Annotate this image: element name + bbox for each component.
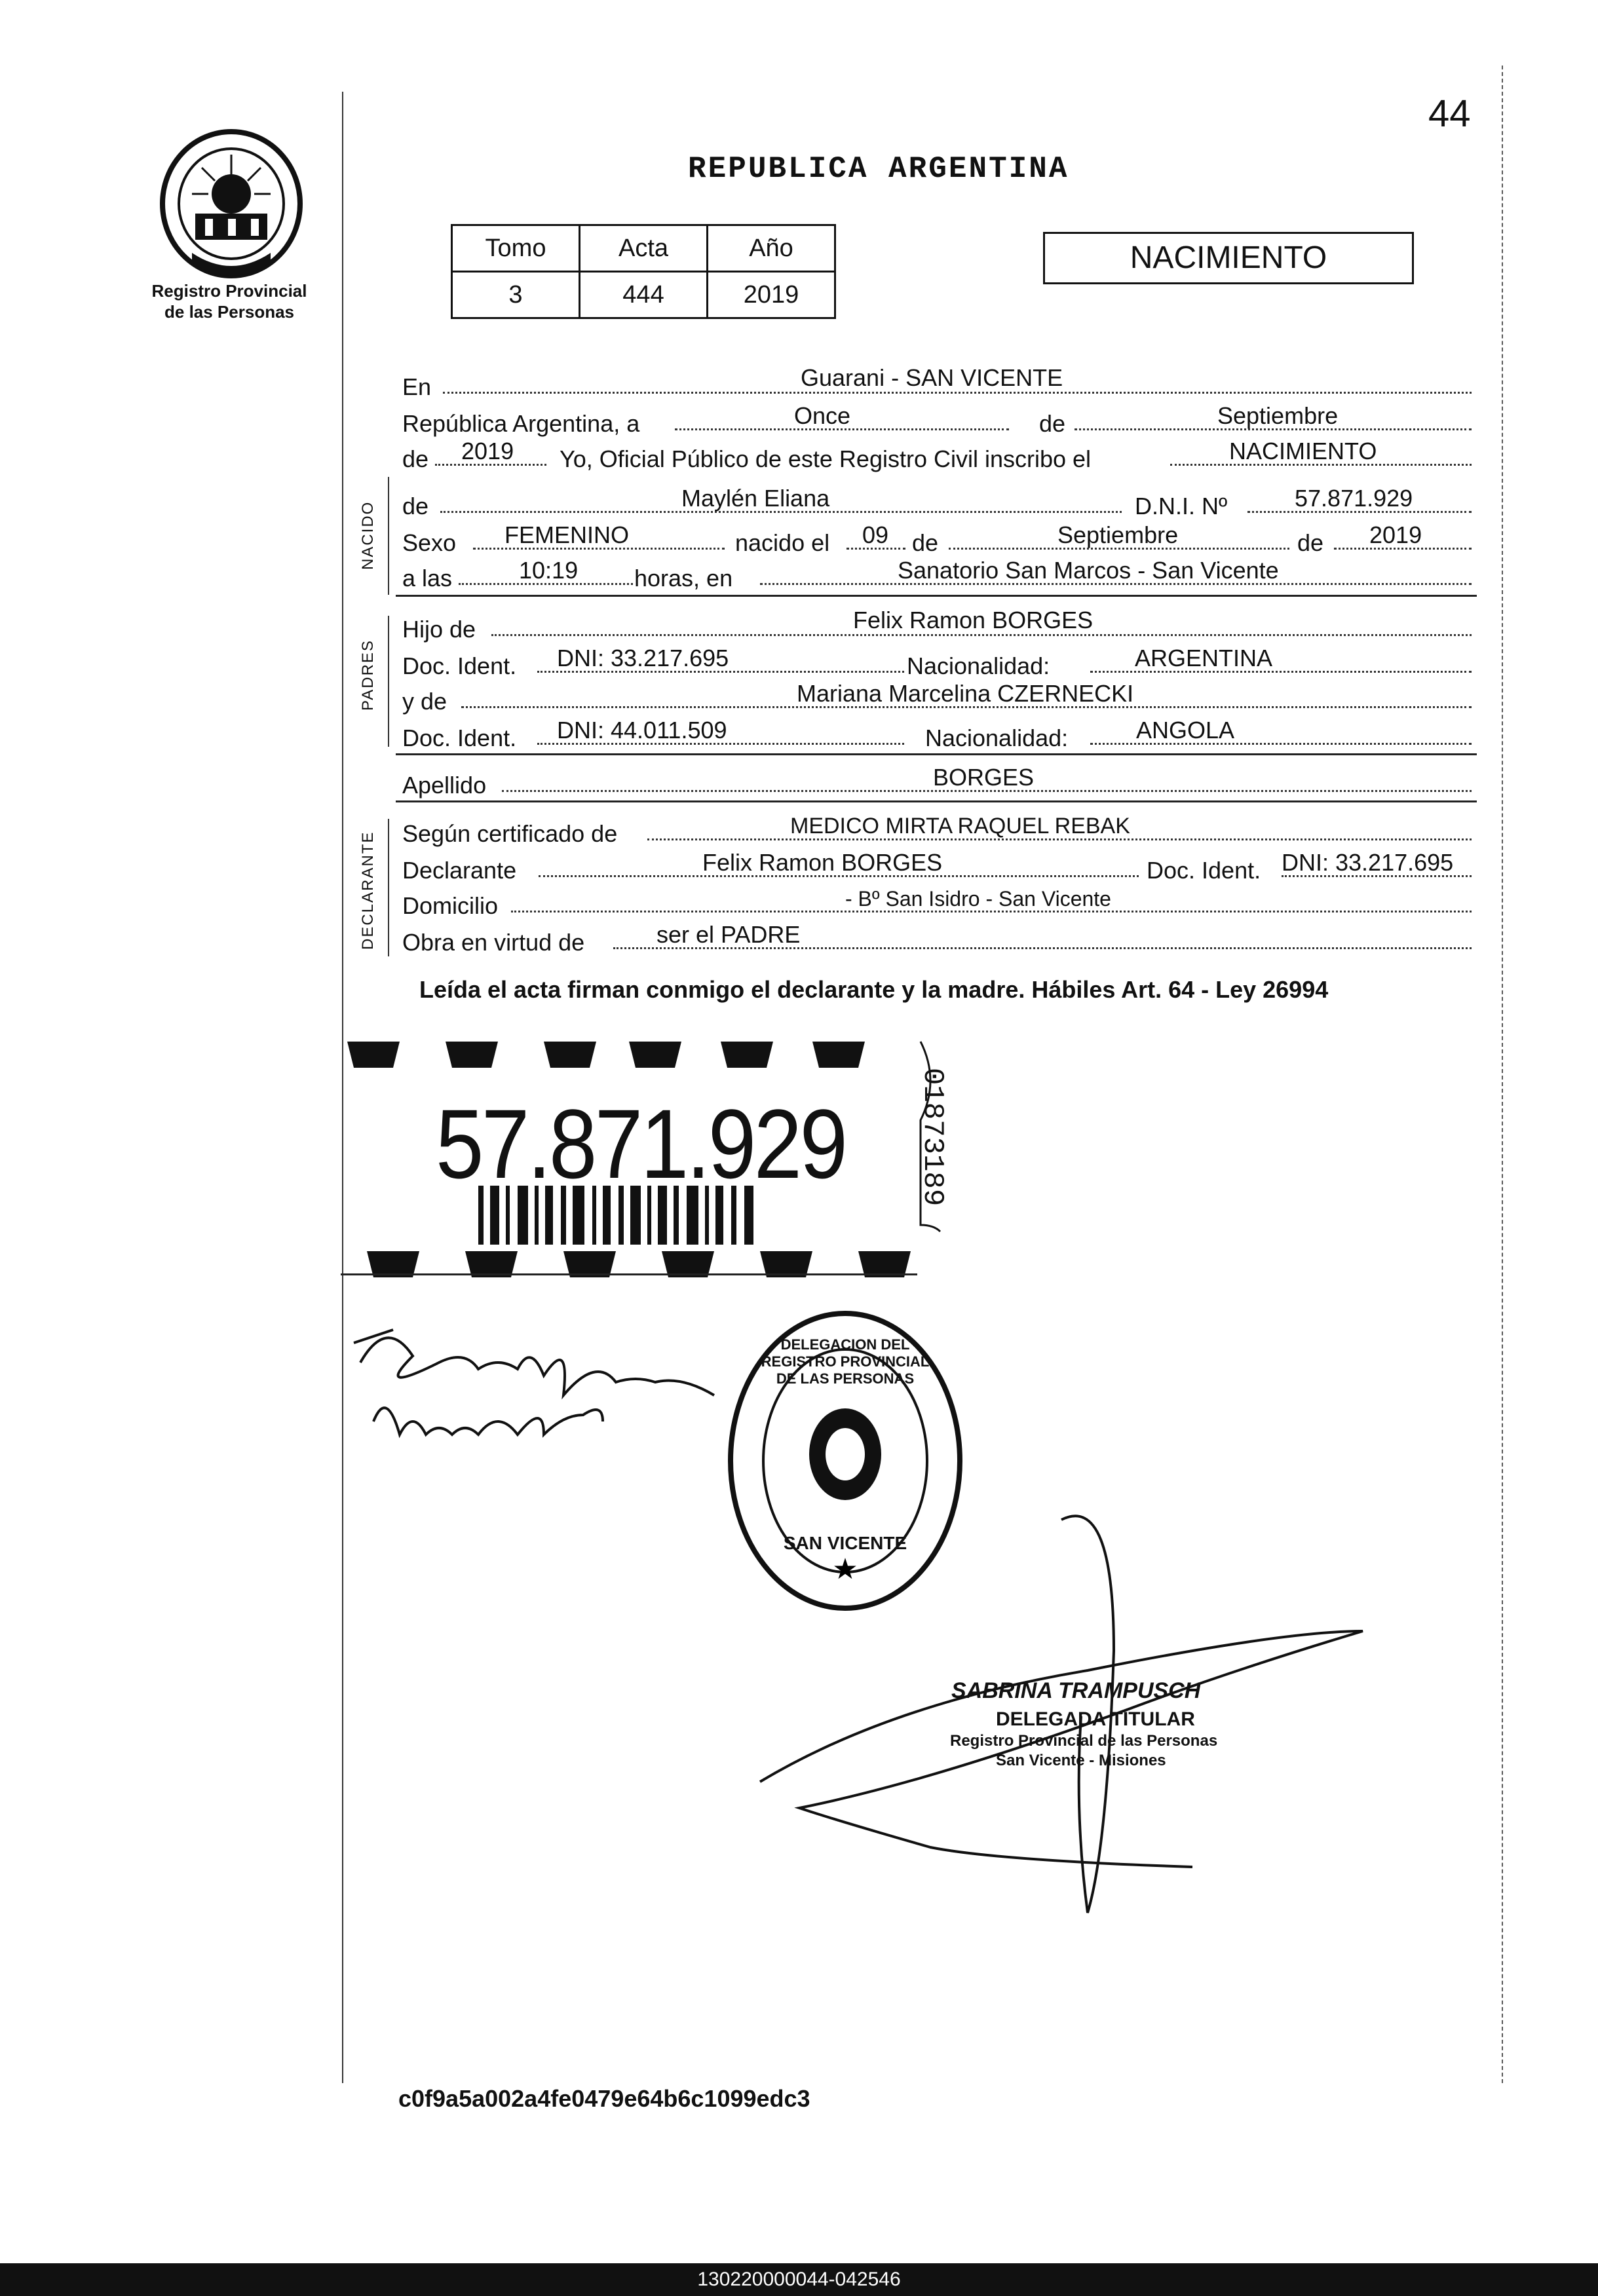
doc3-label: Doc. Ident. xyxy=(1147,857,1261,884)
header-tomo: Tomo xyxy=(452,225,580,272)
padre-value: Felix Ramon BORGES xyxy=(853,607,1094,633)
stamp-inner-text: SAN VICENTE xyxy=(783,1533,907,1553)
en-dotline xyxy=(443,392,1472,394)
inscribo-value: NACIMIENTO xyxy=(1229,438,1377,464)
official-place: San Vicente - Misiones xyxy=(996,1752,1166,1769)
nac1-label: Nacionalidad: xyxy=(907,652,1050,679)
padre-dotline xyxy=(491,634,1472,636)
segun-label: Según certificado de xyxy=(402,820,618,847)
official-name: SABRINA TRAMPUSCH xyxy=(951,1678,1201,1703)
nombre-value: Maylén Eliana xyxy=(681,485,830,512)
sexo-value: FEMENINO xyxy=(504,521,630,548)
de4-label: de xyxy=(912,529,939,556)
padres-section-rule xyxy=(396,753,1477,755)
document-title: REPUBLICA ARGENTINA xyxy=(688,152,1069,186)
logo-caption xyxy=(131,280,328,322)
dni-value: 57.871.929 xyxy=(1295,485,1413,512)
de2-label: de xyxy=(402,445,429,472)
de-label: de xyxy=(1039,410,1066,437)
svg-text:★: ★ xyxy=(832,1553,858,1586)
doc3-value: DNI: 33.217.695 xyxy=(1282,849,1454,876)
dni-label: D.N.I. Nº xyxy=(1135,493,1228,519)
madre-value: Mariana Marcelina CZERNECKI xyxy=(797,680,1134,707)
hora-value: 10:19 xyxy=(519,557,579,584)
nac2-value: ANGOLA xyxy=(1136,717,1235,743)
nac1-value: ARGENTINA xyxy=(1135,645,1273,671)
footer-code-bar: 130220000044-042546 xyxy=(0,2263,1598,2296)
act-type-box: NACIMIENTO xyxy=(1043,232,1414,284)
republica-label: República Argentina, a xyxy=(402,410,640,437)
declarante-label: Declarante xyxy=(402,857,517,884)
value-anio: 2019 xyxy=(708,272,835,318)
declarante-bracket xyxy=(388,819,389,956)
closing-note: Leída el acta firman conmigo el declarante y la madre. Hábiles Art. 64 - Ley 26994 xyxy=(419,976,1329,1003)
apellido-value: BORGES xyxy=(933,764,1035,791)
hijo-label: Hijo de xyxy=(402,616,476,643)
value-tomo: 3 xyxy=(452,272,580,318)
doc1-label: Doc. Ident. xyxy=(402,652,517,679)
domicilio-label: Domicilio xyxy=(402,892,499,919)
page-number: 44 xyxy=(1428,92,1471,135)
en-label: En xyxy=(402,373,432,400)
obra-value: ser el PADRE xyxy=(656,921,801,948)
nac2-label: Nacionalidad: xyxy=(925,725,1069,751)
doc2-label: Doc. Ident. xyxy=(402,725,517,751)
declarante-value: Felix Ramon BORGES xyxy=(702,849,943,876)
dia-value: Once xyxy=(794,402,851,429)
header-acta: Acta xyxy=(580,225,708,272)
inscribo-label: Yo, Oficial Público de este Registro Civil inscribo el xyxy=(560,445,1092,472)
apellido-label: Apellido xyxy=(402,772,487,799)
dni-sticker-number: 57.871.929 xyxy=(436,1089,846,1199)
lugar-value: Sanatorio San Marcos - San Vicente xyxy=(898,557,1279,584)
anio-value: 2019 xyxy=(461,438,514,464)
nacido-section-rule xyxy=(396,595,1477,597)
apellido-section-rule xyxy=(396,800,1477,802)
stamp-ring-text: DELEGACION DEL REGISTRO PROVINCIAL DE LAS PERSONAS xyxy=(761,1336,930,1387)
section-label-nacido: NACIDO xyxy=(359,500,377,570)
register-reference-table xyxy=(451,224,836,319)
logo-caption-line-1: Registro Provincial xyxy=(151,281,307,301)
a-las-label: a las xyxy=(402,565,453,592)
right-margin-line xyxy=(1502,66,1503,2083)
segun-value: MEDICO MIRTA RAQUEL REBAK xyxy=(790,814,1130,838)
province-seal-logo xyxy=(156,128,307,292)
doc2-value: DNI: 44.011.509 xyxy=(557,717,727,743)
document-hash: c0f9a5a002a4fe0479e64b6c1099edc3 xyxy=(398,2085,810,2112)
horas-en-label: horas, en xyxy=(634,565,733,592)
doc1-value: DNI: 33.217.695 xyxy=(557,645,729,671)
official-role: DELEGADA TITULAR xyxy=(996,1708,1195,1730)
value-acta: 444 xyxy=(580,272,708,318)
obra-label: Obra en virtud de xyxy=(402,929,585,956)
nacido-bracket xyxy=(388,477,389,595)
nac-mes-value: Septiembre xyxy=(1057,521,1179,548)
section-label-padres: PADRES xyxy=(359,639,377,711)
dni-sticker-serial: 01873189 xyxy=(916,1068,949,1207)
nac-dia-value: 09 xyxy=(862,521,889,548)
section-label-declarante: DECLARANTE xyxy=(359,831,377,950)
sexo-label: Sexo xyxy=(402,529,457,556)
y-de-label: y de xyxy=(402,688,447,715)
mes-value: Septiembre xyxy=(1217,402,1339,429)
sticker-bottom-rule xyxy=(341,1273,917,1275)
header-anio: Año xyxy=(708,225,835,272)
official-office: Registro Provincial de las Personas xyxy=(950,1732,1218,1750)
logo-caption-line-2: de las Personas xyxy=(164,302,294,322)
de5-label: de xyxy=(1297,529,1324,556)
en-value: Guarani - SAN VICENTE xyxy=(801,364,1063,391)
domicilio-value: - Bº San Isidro - San Vicente xyxy=(845,887,1111,911)
de3-label: de xyxy=(402,493,429,519)
padres-bracket xyxy=(388,616,389,747)
nac-anio-value: 2019 xyxy=(1369,521,1422,548)
nacido-el-label: nacido el xyxy=(735,529,830,556)
